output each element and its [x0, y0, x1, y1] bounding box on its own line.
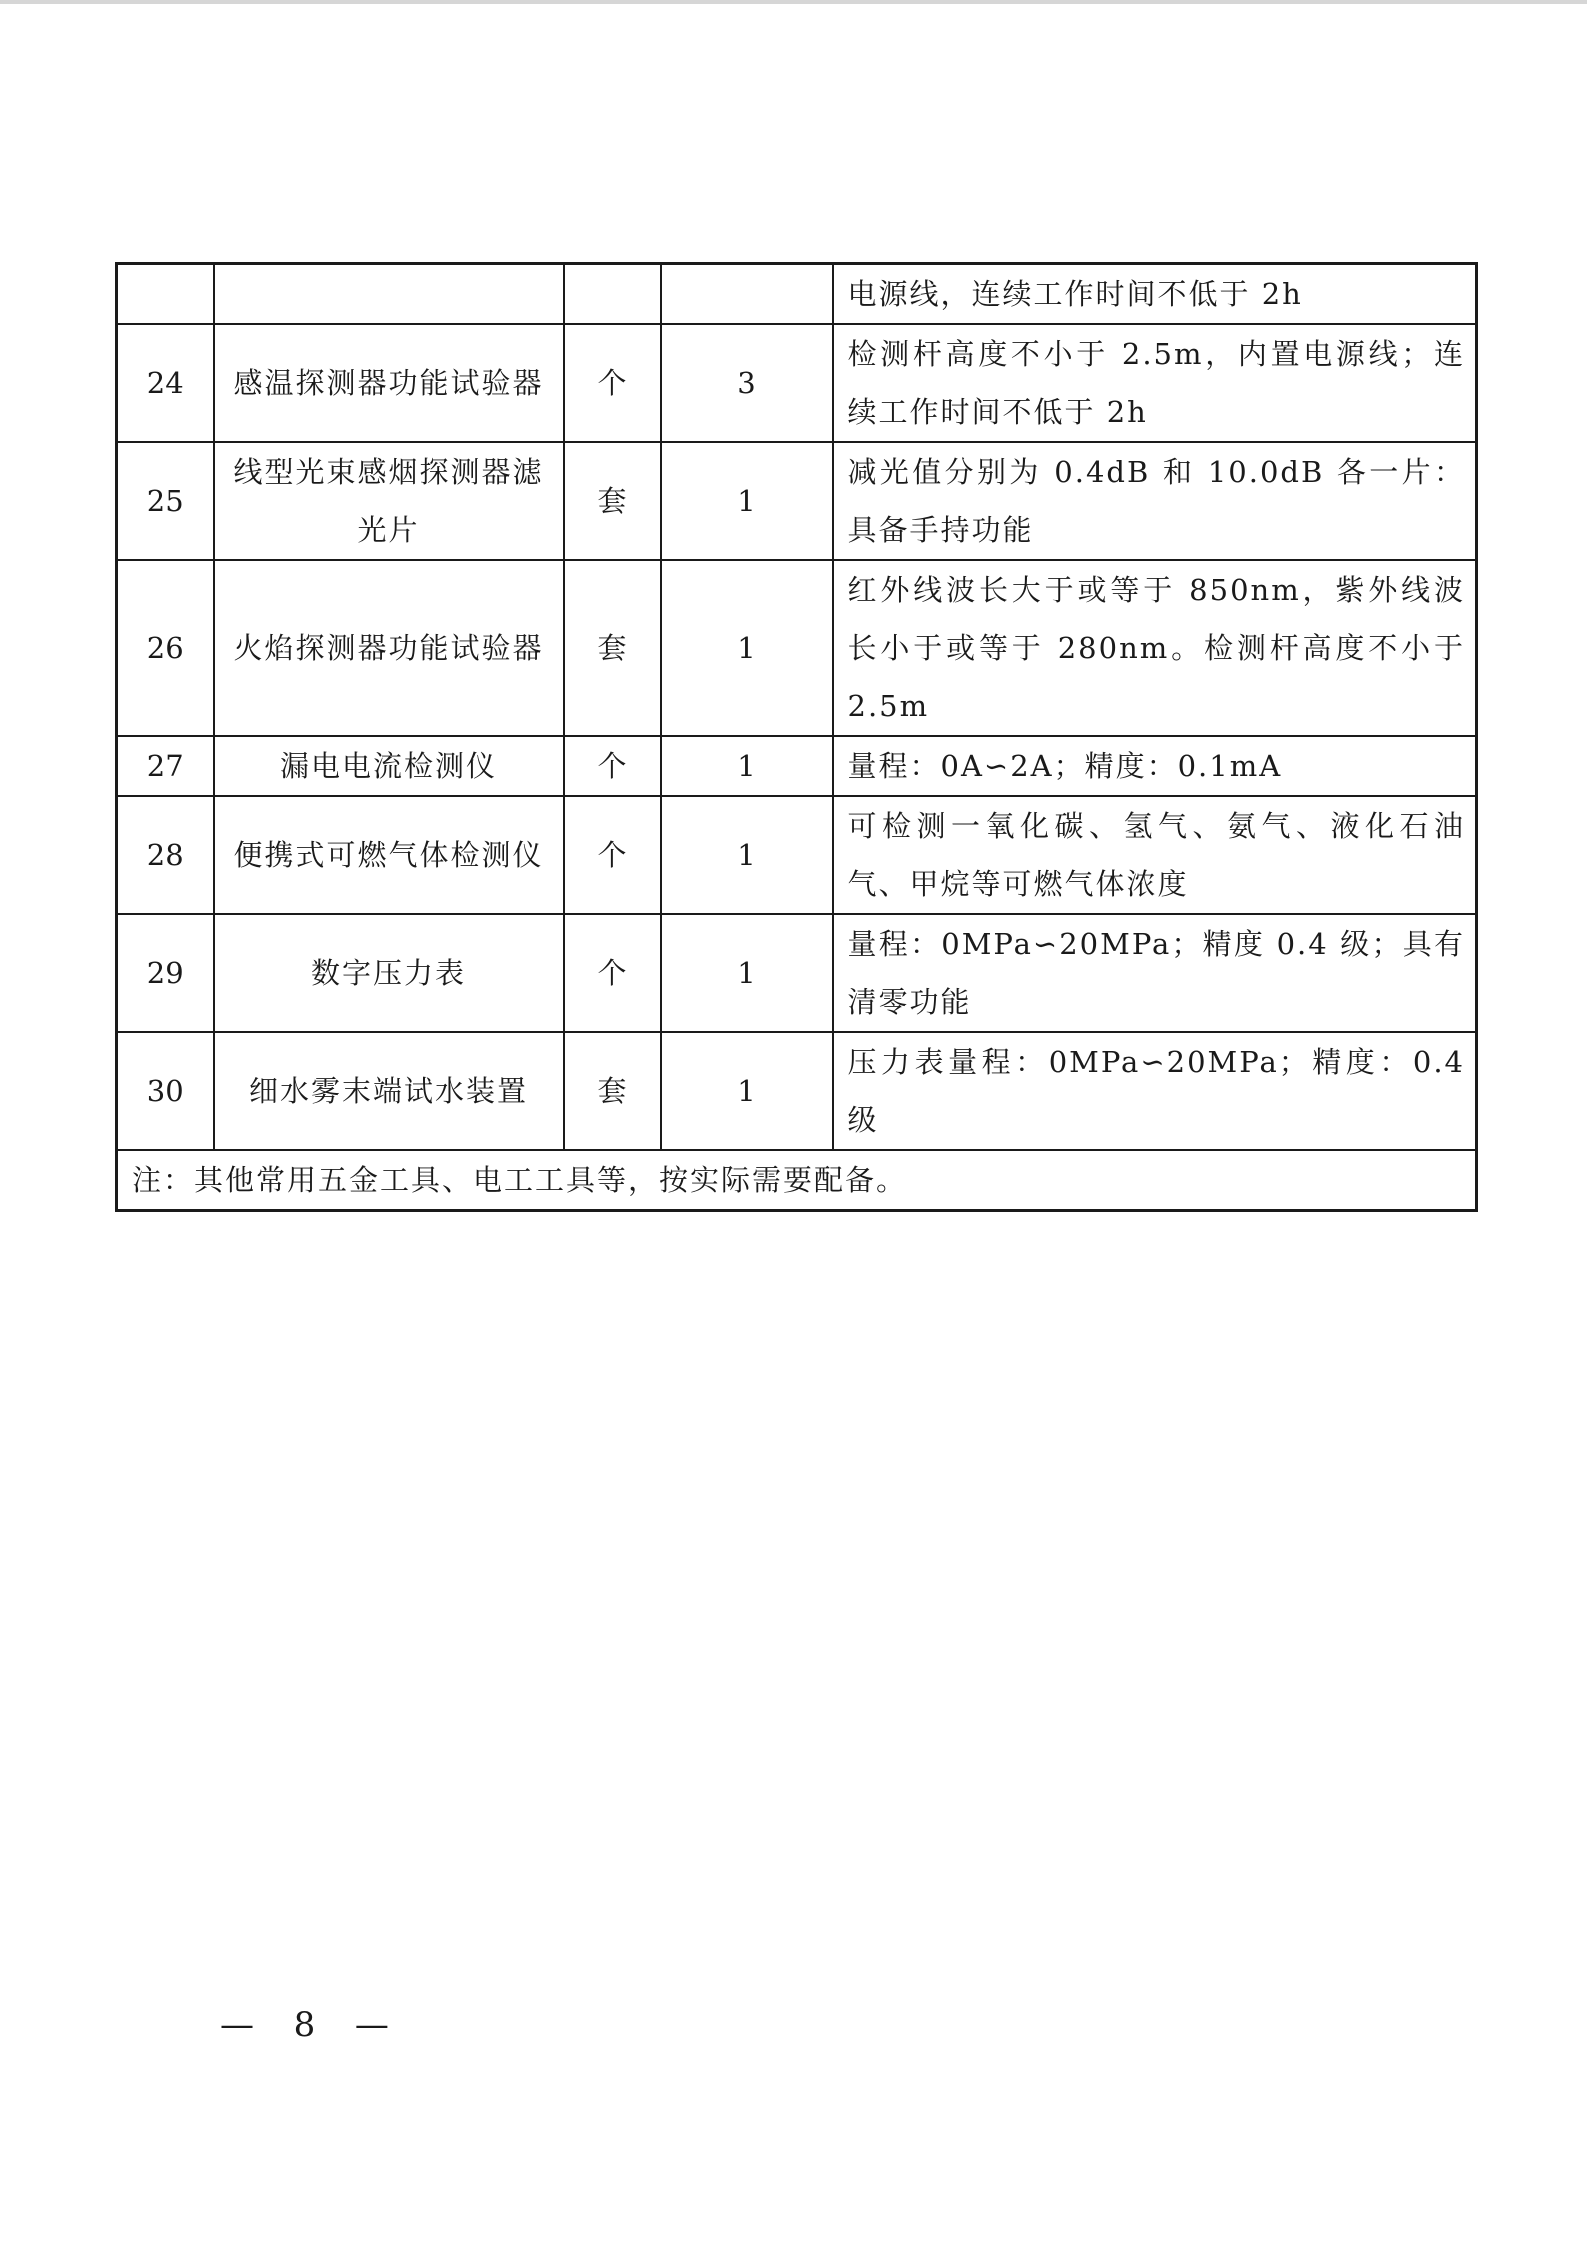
equipment-quantity: 3: [661, 324, 833, 442]
equipment-name: 线型光束感烟探测器滤光片: [214, 442, 564, 560]
equipment-name: 漏电电流检测仪: [214, 736, 564, 796]
equipment-requirement: 压力表量程：0MPa∽20MPa；精度：0.4 级: [833, 1032, 1477, 1150]
table-row: [117, 914, 1477, 1032]
row-number: 28: [117, 796, 214, 914]
row-number: 29: [117, 914, 214, 1032]
equipment-table: [115, 262, 1478, 1212]
equipment-quantity: 1: [661, 1032, 833, 1150]
table-row: [117, 736, 1477, 796]
equipment-name: 感温探测器功能试验器: [214, 324, 564, 442]
equipment-quantity: 1: [661, 736, 833, 796]
table-row: [117, 442, 1477, 560]
page-number: — 8 —: [220, 2005, 395, 2045]
row-number: 30: [117, 1032, 214, 1150]
equipment-unit: 个: [564, 796, 661, 914]
equipment-unit: [564, 264, 661, 325]
equipment-requirement: 减光值分别为 0.4dB 和 10.0dB 各一片：具备手持功能: [833, 442, 1477, 560]
table-note-row: [117, 1150, 1477, 1211]
table-note: 注：其他常用五金工具、电工工具等，按实际需要配备。: [117, 1150, 1477, 1211]
equipment-name: 数字压力表: [214, 914, 564, 1032]
table-row: [117, 324, 1477, 442]
equipment-quantity: 1: [661, 442, 833, 560]
equipment-quantity: 1: [661, 914, 833, 1032]
equipment-unit: 套: [564, 442, 661, 560]
equipment-unit: 套: [564, 1032, 661, 1150]
equipment-requirement: 量程：0MPa∽20MPa；精度 0.4 级；具有清零功能: [833, 914, 1477, 1032]
row-number: 24: [117, 324, 214, 442]
equipment-requirement: 检测杆高度不小于 2.5m，内置电源线；连续工作时间不低于 2h: [833, 324, 1477, 442]
equipment-requirement: 量程：0A∽2A；精度：0.1mA: [833, 736, 1477, 796]
equipment-name: 细水雾末端试水装置: [214, 1032, 564, 1150]
equipment-unit: 个: [564, 324, 661, 442]
equipment-requirement: 红外线波长大于或等于 850nm，紫外线波长小于或等于 280nm。检测杆高度不小于 2.5m: [833, 560, 1477, 736]
page-top-edge: [0, 0, 1587, 4]
equipment-requirement: 可检测一氧化碳、氢气、氨气、液化石油气、甲烷等可燃气体浓度: [833, 796, 1477, 914]
equipment-unit: 个: [564, 914, 661, 1032]
equipment-quantity: [661, 264, 833, 325]
table-row: [117, 796, 1477, 914]
equipment-name: 便携式可燃气体检测仪: [214, 796, 564, 914]
equipment-quantity: 1: [661, 560, 833, 736]
row-number: 27: [117, 736, 214, 796]
row-number: 25: [117, 442, 214, 560]
equipment-unit: 个: [564, 736, 661, 796]
equipment-unit: 套: [564, 560, 661, 736]
row-number: 26: [117, 560, 214, 736]
table-row: [117, 560, 1477, 736]
equipment-name: [214, 264, 564, 325]
table-row: [117, 1032, 1477, 1150]
row-number: [117, 264, 214, 325]
equipment-requirement: 电源线，连续工作时间不低于 2h: [833, 264, 1477, 325]
table-row: [117, 264, 1477, 325]
equipment-name: 火焰探测器功能试验器: [214, 560, 564, 736]
equipment-quantity: 1: [661, 796, 833, 914]
